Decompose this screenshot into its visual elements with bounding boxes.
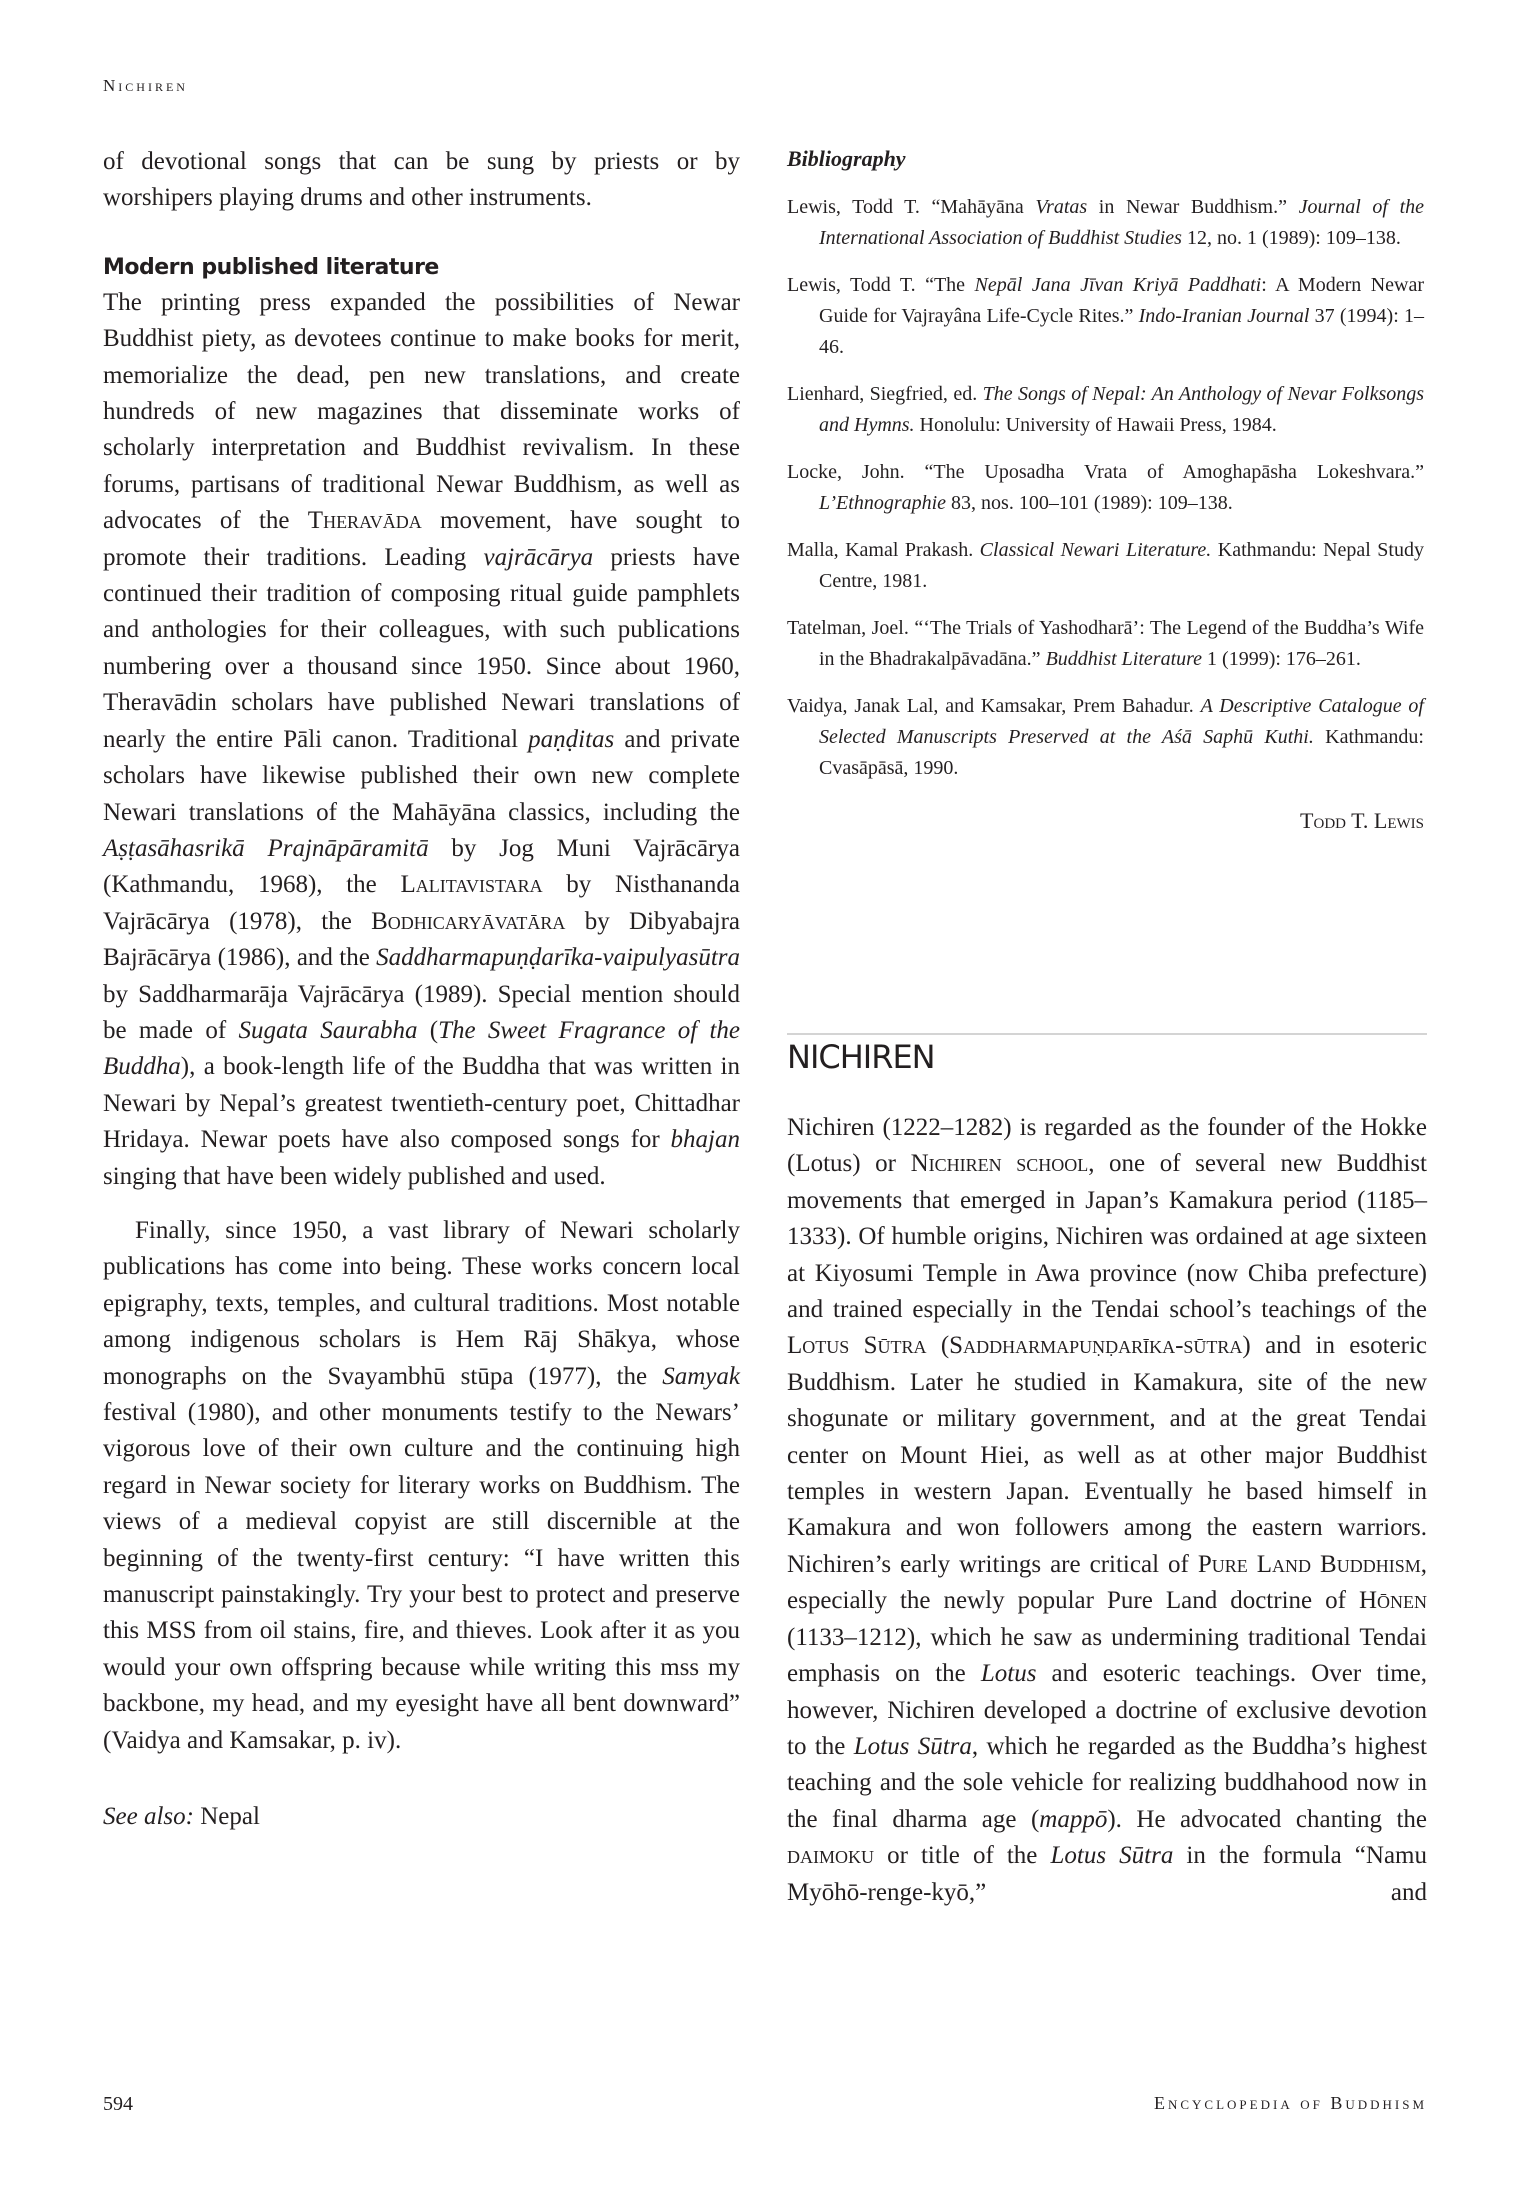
text-run: singing that have been widely published and used. [103,1162,606,1190]
text-run: Lienhard, Siegfried, ed. [787,383,983,405]
text-run: movement, have sought to promote their traditions. Leading [103,507,740,571]
italic-text: Journal of the International Association of Buddhist Studies [819,196,1424,249]
bibliography-entry [787,379,1424,441]
text-run: , especially the newly popular Pure Land doctrine of [787,1550,1427,1615]
italic-text: paṇḍitas [528,725,615,753]
italic-text: bhajan [670,1126,740,1154]
italic-text: Buddhist Literature [1045,648,1203,670]
text-run: Finally, since 1950, a vast library of Newari scholarly publications has come into being. These works concern local epigraphy, texts, temples, and cultural traditions. Most notable among indigenous scholars is Hem Rāj Shākya, whose monographs on the Svayambhū stūpa (1977), the [103,1216,740,1390]
cross-reference-link[interactable]: Nichiren school [910,1150,1089,1178]
text-run: Kathmandu: Cvasāpāsā, 1990. [819,726,1424,779]
cross-reference-link[interactable]: Theravāda [307,507,422,535]
italic-text: Nepāl Jana Jīvan Kriyā Paddhati [974,274,1262,296]
cross-reference-link[interactable]: Lotus Sūtra [787,1332,927,1360]
italic-text: The Sweet Fragrance of the Buddha [103,1016,740,1081]
cross-reference-link[interactable]: Nepal [200,1803,260,1831]
paragraph-intro [103,144,740,217]
italic-text: A Descriptive Catalogue of Selected Manuscripts Preserved at the Aśā Saphū Kuthi. [819,695,1424,748]
bibliography-entry [787,270,1424,363]
cross-reference-link[interactable]: Pure Land Buddhism [1197,1550,1421,1578]
italic-text: Lotus Sūtra [1050,1842,1174,1870]
text-run: Malla, Kamal Prakash. [787,539,980,561]
cross-reference-link[interactable]: Bodhicaryāvatāra [371,907,566,935]
right-column [787,144,1424,834]
bibliography-entry [787,192,1424,254]
book-title: Encyclopedia of Buddhism [1153,2093,1427,2113]
section-divider [787,1033,1427,1035]
entry-paragraph [787,1110,1427,1911]
text-run: Vaidya, Janak Lal, and Kamsakar, Prem Bahadur. [787,695,1201,717]
see-also [103,1799,740,1835]
bibliography-entry [787,535,1424,597]
text-run: , one of several new Buddhist movements that emerged in Japan’s Kamakura period (1185–1333). Of humble origins, Nichiren was ordained at age sixteen at Kiyosumi Temple in Awa province (now Chiba prefecture) and trained especially in the Tendai school’s teachings of the [787,1150,1428,1324]
text-run: or title of the [874,1842,1051,1870]
cross-reference-link[interactable]: Lalitavistara [400,871,543,899]
text-run: 37 (1994): 1–46. [819,305,1424,358]
text-run: ( [417,1016,439,1044]
running-head: Nichiren [103,76,188,95]
bibliography-entry [787,691,1424,784]
italic-text: Lotus Sūtra [853,1732,972,1760]
italic-text: mappō [1039,1805,1108,1833]
text-run: The printing press expanded the possibilities of Newar Buddhist piety, as devotees continue to make books for merit, memorialize the dead, pen new translations, and create hundreds of new magazines that disseminate works of scholarly interpretation and Buddhist revivalism. In these forums, partisans of traditional Newar Buddhism, as well as advocates of the [103,288,740,535]
section-heading: Modern published literature [103,254,439,280]
text-run: ), a book-length life of the Buddha that was written in Newari by Nepal’s greatest twentieth-century poet, Chittadhar Hridaya. Newar poets have also composed songs for [103,1053,740,1154]
text-run: Honolulu: University of Hawaii Press, 1984. [914,414,1277,436]
bibliography-list [787,192,1424,784]
italic-text: See also: [103,1803,194,1831]
text-run: by Dibyabajra Bajrācārya (1986), and the [103,907,740,972]
italic-text: Indo-Iranian Journal [1138,305,1310,327]
bibliography-title: Bibliography [787,146,906,171]
text-run: 1 (1999): 176–261. [1202,648,1361,670]
cross-reference-link[interactable]: daimoku [787,1842,874,1870]
text-run: Lewis, Todd T. “The [787,274,975,296]
italic-text: Samyak [662,1362,740,1390]
text-run: by Nisthananda Vajrācārya (1978), the [103,871,740,935]
italic-text: Aṣṭasāhasrikā Prajnāpāramitā [103,834,429,862]
italic-text: vajrācārya [483,543,594,571]
text-run: festival (1980), and other monuments testify to the Newars’ vigorous love of their own culture and the continuing high regard in Newar society for literary works on Buddhism. The views of a medieval copyist are still discernible at the beginning of the twenty-first century: “I have written this manuscript painstakingly. Try your best to protect and preserve this MSS from oil stains, fire, and thieves. Look after it as you would your own offspring because while writing this mss my backbone, my head, and my eyesight have all bent downward” (Vaidya and Kamsakar, p. iv). [103,1399,740,1754]
page-number: 594 [103,2093,133,2115]
italic-text: The Songs of Nepal: An Anthology of Nevar Folksongs and Hymns. [819,383,1425,436]
text-run: (1133–1212), which he saw as undermining traditional Tendai emphasis on the [787,1623,1427,1688]
italic-text: Saddharmapuṇḍarīka-vaipulyasūtra [376,944,740,972]
italic-text: Vratas [1035,196,1088,218]
text-run: : A Modern Newar Guide for Vajrayâna Life-Cycle Rites.” [819,274,1424,327]
text-run: in Newar Buddhism.” [1087,196,1299,218]
text-run: ). He advocated chanting the [1107,1805,1427,1833]
left-column [103,144,740,1835]
cross-reference-link[interactable]: Hōnen [1358,1587,1427,1615]
italic-text: L’Ethnographie [819,492,947,514]
text-run: by Saddharmarāja Vajrācārya (1989). Special mention should be made of [103,980,740,1044]
text-run: Nichiren (1222–1282) is regarded as the founder of the Hokke (Lotus) or [787,1114,1427,1178]
text-run: of devotional songs that can be sung by priests or by worshipers playing drums and other instruments. [103,148,740,212]
bibliography-entry [787,457,1424,519]
text-run: , which he regarded as the Buddha’s highest teaching and the sole vehicle for realizing buddhahood now in the final dharma age ( [787,1732,1427,1833]
text-run: ) and in esoteric Buddhism. Later he studied in Kamakura, site of the new shogunate or military government, and at the great Tendai center on Mount Hiei, as well as at other major Buddhist temples in western Japan. Eventually he based himself in Kamakura and won followers among the eastern warriors. Nichiren’s early writings are critical of [787,1332,1427,1578]
text-run: Lewis, Todd T. “Mahāyāna [787,196,1036,218]
cross-reference-link[interactable]: Saddharmapuṇḍarīka-sūtra [949,1332,1243,1360]
text-run: ( [926,1332,950,1360]
italic-text: Classical Newari Literature. [979,539,1212,561]
text-run: and esoteric teachings. Over time, however, Nichiren developed a doctrine of exclusive devotion to the [787,1660,1427,1760]
entry-body [787,1110,1427,1911]
text-run: Locke, John. “The Uposadha Vrata of Amoghapāsha Lokeshvara.” [787,461,1424,483]
text-run: Kathmandu: Nepal Study Centre, 1981. [819,539,1424,592]
text-run: Tatelman, Joel. “‘The Trials of Yashodharā’: The Legend of the Buddha’s Wife in the Bhadrakalpāvadāna.” [787,617,1424,670]
paragraph-printing [103,285,740,1195]
text-run: in the formula “Namu Myōhō-renge-kyō,” and [787,1842,1427,1906]
text-run: 83, nos. 100–101 (1989): 109–138. [946,492,1233,514]
italic-text: Lotus [980,1660,1037,1688]
text-run: and private scholars have likewise published their own new complete Newari translations of the Mahāyāna classics, including the [103,725,740,826]
author-signature: Todd T. Lewis [1300,808,1424,833]
text-run: by Jog Muni Vajrācārya (Kathmandu, 1968), the [103,834,741,899]
paragraph-finally [103,1213,740,1759]
bibliography-entry [787,613,1424,675]
italic-text: Sugata Saurabha [238,1016,418,1044]
text-run: priests have continued their tradition of composing ritual guide pamphlets and anthologies for their colleagues, with such publications numbering over a thousand since 1950. Since about 1960, Theravādin scholars have published Newari translations of nearly the entire Pāli canon. Traditional [103,543,741,753]
text-run: 12, no. 1 (1989): 109–138. [1181,227,1401,249]
entry-title: NICHIREN [787,1038,935,1076]
